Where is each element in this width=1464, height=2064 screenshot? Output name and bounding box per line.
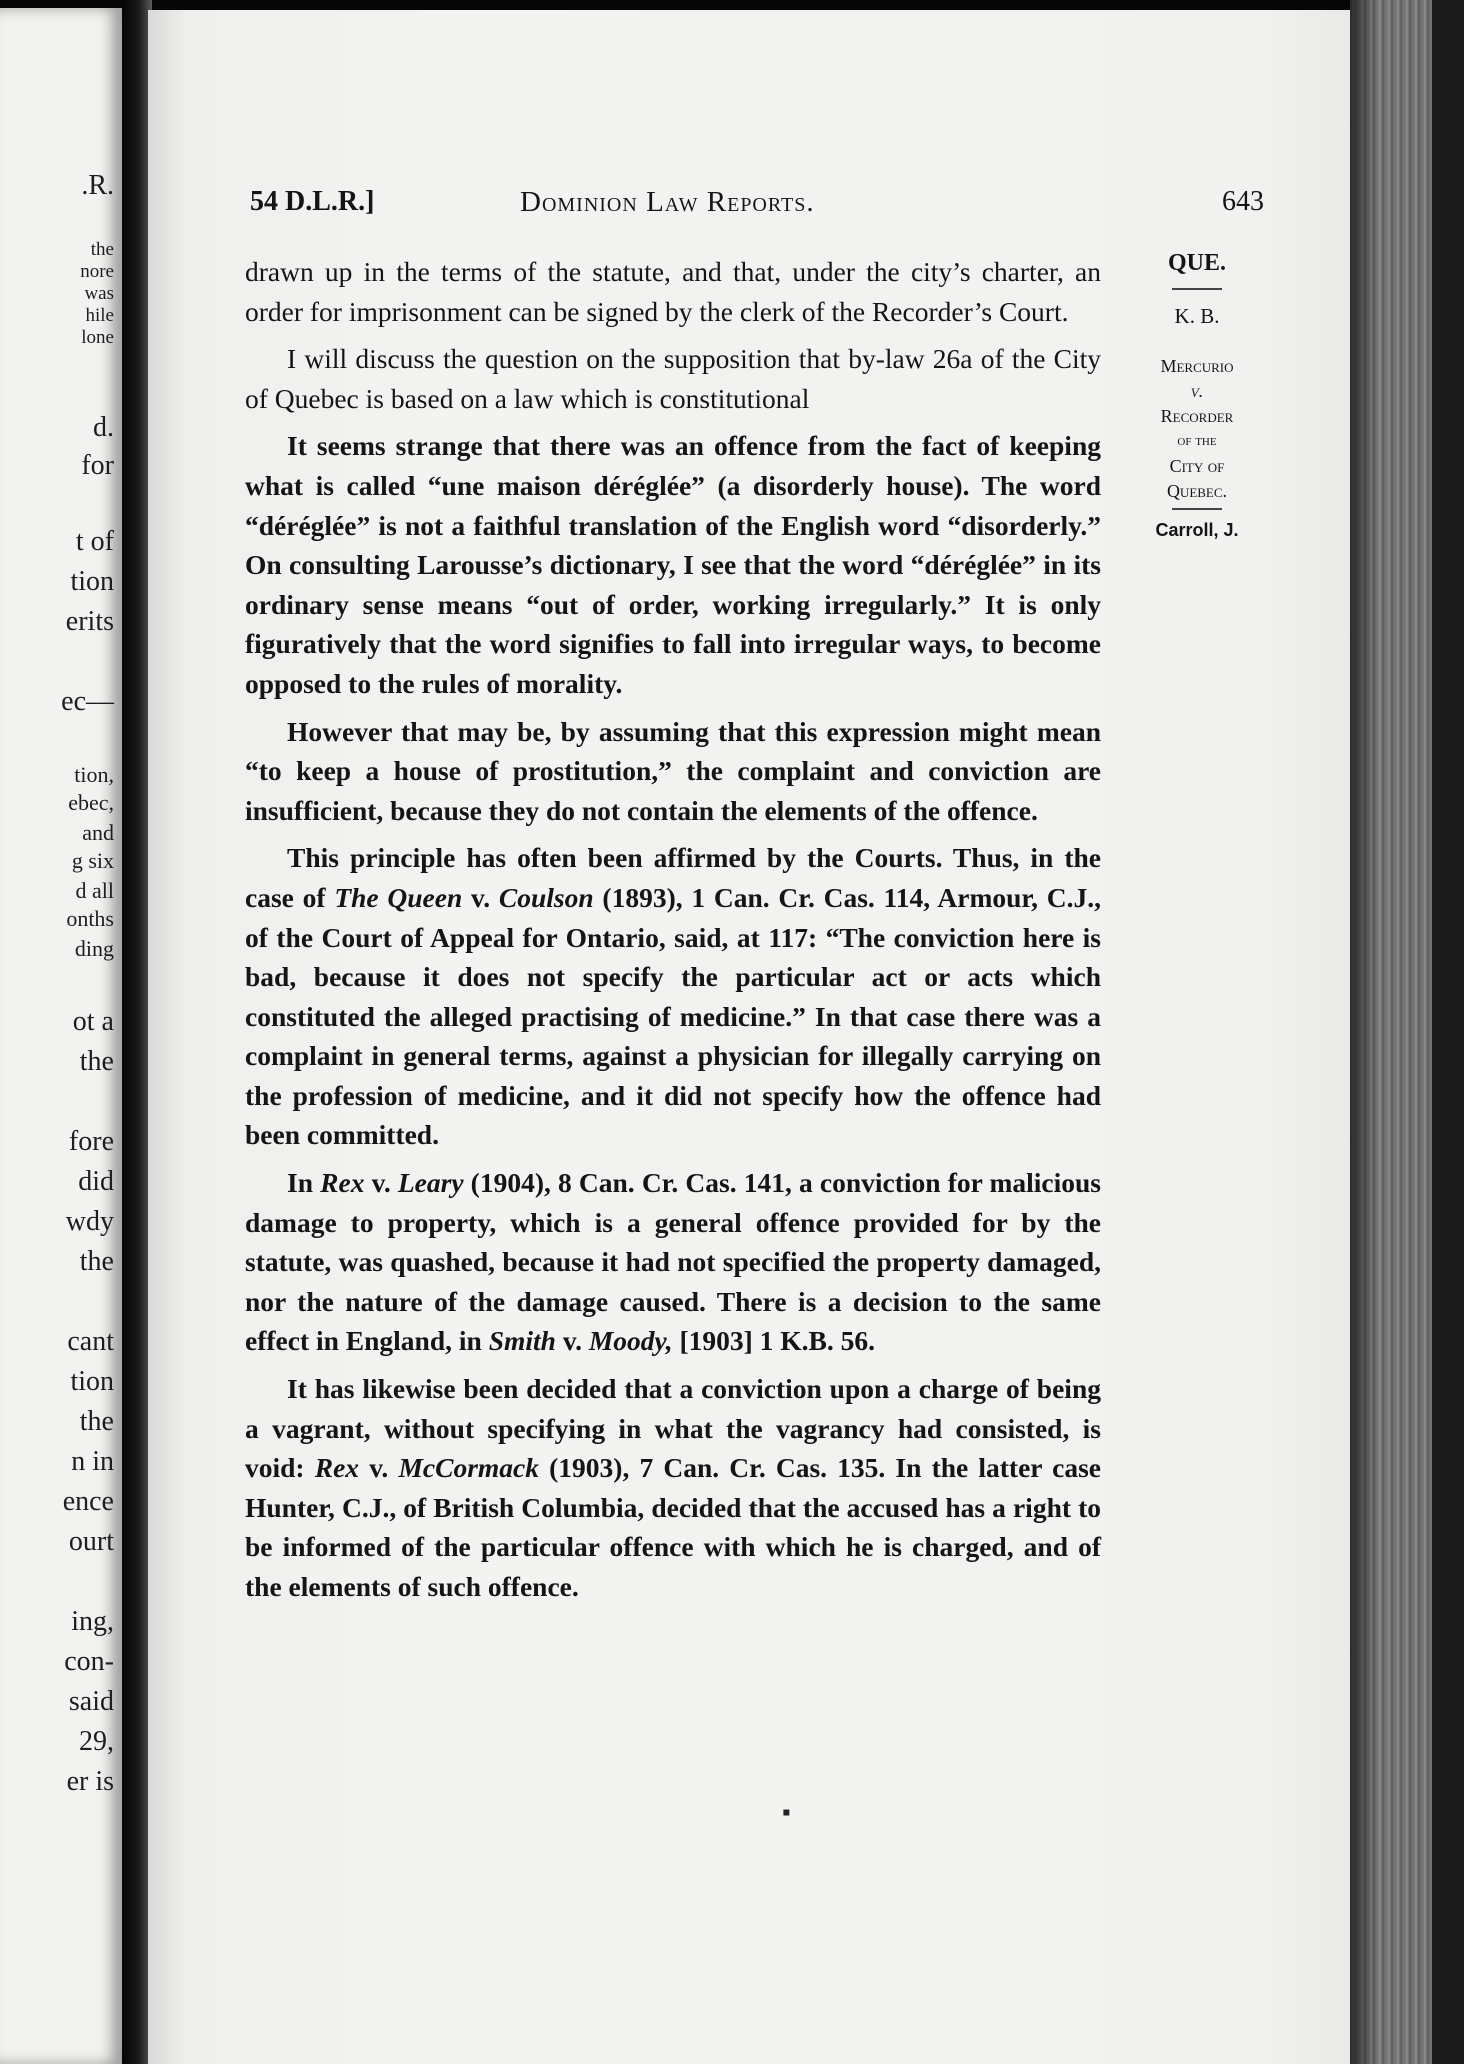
facing-page-text: ding xyxy=(74,936,114,961)
facing-page-text: tion xyxy=(70,566,114,597)
sidenote-rule xyxy=(1172,288,1222,290)
facing-page-text: the xyxy=(90,239,114,260)
facing-page-text: was xyxy=(84,283,114,304)
text-run: It has likewise been decided that a conviction upon a charge of being a vagrant, without specifying in what the vagrancy had consisted, is void: xyxy=(245,1373,1101,1484)
facing-page-text: er is xyxy=(66,1766,114,1797)
case-party: Rex xyxy=(314,1452,360,1484)
facing-page-text: ot a xyxy=(72,1006,114,1037)
judgment-text xyxy=(245,252,1101,1615)
page-number: 643 xyxy=(1222,186,1264,217)
text-run: (1904), 8 Can. Cr. Cas. 141, a conviction for malicious damage to property, which is a general offence provided for by the statute, was quashed, because it had not specified the property damaged, nor the nature of the damage caused. There is a decision to the same effect in England, in xyxy=(245,1167,1101,1357)
facing-page-fragment xyxy=(0,8,122,2064)
text-run: This principle has often been affirmed by the Courts. Thus, in the case of xyxy=(245,842,1101,913)
text-run: (1903), 7 Can. Cr. Cas. 135. In the latter case Hunter, C.J., of British Columbia, decided that the accused has a right to be informed of the particular offence with which he is charged, and of the elements of such offence. xyxy=(245,1452,1101,1602)
case-party: McCormack xyxy=(398,1452,539,1484)
paragraph xyxy=(245,1163,1101,1361)
facing-page-text: erits xyxy=(65,606,114,637)
facing-page-text: d. xyxy=(93,412,114,443)
facing-page-text: n in xyxy=(71,1446,114,1477)
sidenote-court: K. B. xyxy=(1174,304,1220,328)
sidenote-jurisdiction: QUE. xyxy=(1167,250,1226,276)
paragraph: However that may be, by assuming that this expression might mean “to keep a house of prostitution,” the complaint and conviction are insufficient, because they do not contain the elements of the offence. xyxy=(245,715,1101,826)
facing-page-text: ourt xyxy=(68,1526,114,1557)
text-run: v. xyxy=(462,881,499,913)
facing-page-text: ebec, xyxy=(68,790,114,815)
facing-page-text: for xyxy=(81,450,114,481)
text-run: [1903] 1 K.B. 56. xyxy=(672,1325,876,1357)
paragraph: I will discuss the question on the supposition that by-law 26a of the City of Quebec is based on a law which is constitutional xyxy=(245,343,1101,414)
facing-page-text: fore xyxy=(68,1126,114,1157)
ink-speck: ▪ xyxy=(782,1800,791,1826)
facing-page-text: ec— xyxy=(61,686,114,717)
case-party: Smith xyxy=(488,1325,556,1357)
facing-page-text: cant xyxy=(67,1326,114,1357)
facing-page-text: the xyxy=(79,1046,114,1077)
paragraph: It seems strange that there was an offence from the fact of keeping what is called “une maison déréglée” (a disorderly house). The word “déréglée” is not a faithful translation of the English word “disorderly.” On consulting Larousse’s dictionary, I see that the word “déréglée” in its ordinary sense means “out of order, working irregularly.” It is only figuratively that the word signifies to fall into irregular ways, to become opposed to the rules of morality. xyxy=(245,430,1101,699)
case-party: The Queen xyxy=(334,881,463,913)
facing-page-text: hile xyxy=(85,305,114,326)
text-run: In xyxy=(287,1167,321,1199)
sidenote-case-line: Quebec. xyxy=(1166,481,1228,501)
case-party: Rex xyxy=(320,1167,365,1199)
case-party: Coulson xyxy=(498,881,594,913)
book-cover-edge xyxy=(1432,0,1464,2064)
facing-page-text: d all xyxy=(75,878,114,903)
sidenote-case-title xyxy=(1124,354,1270,504)
facing-page-text: 29, xyxy=(79,1726,114,1757)
text-run: v. xyxy=(555,1325,589,1357)
facing-page-text: said xyxy=(68,1686,114,1717)
sidenote-case-line: City of xyxy=(1169,456,1225,476)
facing-page-text: the xyxy=(79,1406,114,1437)
text-run: (1893), 1 Can. Cr. Cas. 114, Armour, C.J., of the Court of Appeal for Ontario, said, at 117: “The conviction here is bad, because it does not specify the particular act or acts which constituted the alleged practising of medicine.” In that case there was a complaint in general terms, against a physician for illegally carrying on the profession of medicine, and it did not specify how the offence had been committed. xyxy=(245,881,1101,1151)
text-run: v. xyxy=(364,1167,398,1199)
paragraph xyxy=(245,838,1101,1155)
facing-page-text: tion xyxy=(70,1366,114,1397)
running-title: Dominion Law Reports. xyxy=(520,186,815,218)
paragraph: drawn up in the terms of the statute, and that, under the city’s charter, an order for imprisonment can be signed by the clerk of the Recorder’s Court. xyxy=(245,256,1101,327)
facing-page-text: wdy xyxy=(65,1206,114,1237)
facing-page-text: .R. xyxy=(81,170,114,201)
sidenote-case-line: of the xyxy=(1177,433,1217,449)
facing-page-text: the xyxy=(79,1246,114,1277)
text-run: v. xyxy=(359,1452,399,1484)
facing-page-text: lone xyxy=(81,327,114,348)
facing-page-text: and xyxy=(82,820,114,845)
paragraph xyxy=(245,1369,1101,1607)
facing-page-text: onths xyxy=(66,906,114,931)
volume-reference: 54 D.L.R.] xyxy=(250,186,375,217)
facing-page-text: ing, xyxy=(71,1606,114,1637)
sidenote-judge: Carroll, J. xyxy=(1155,520,1239,540)
facing-page-text: tion, xyxy=(74,762,114,787)
sidenote-rule xyxy=(1172,508,1222,510)
case-party: Leary xyxy=(397,1167,464,1199)
sidenote-case-line: v. xyxy=(1190,381,1204,401)
sidenote-case-line: Mercurio xyxy=(1160,356,1234,376)
facing-page-text: did xyxy=(78,1166,114,1197)
case-party: Moody, xyxy=(588,1325,673,1357)
facing-page-text: nore xyxy=(80,261,114,282)
facing-page-text: ence xyxy=(62,1486,114,1517)
facing-page-text: con- xyxy=(64,1646,114,1677)
sidenote-case-line: Recorder xyxy=(1160,406,1234,426)
facing-page-text: g six xyxy=(71,848,114,873)
page-edge-shadow xyxy=(1350,0,1378,2064)
facing-page-text: t of xyxy=(75,526,114,557)
